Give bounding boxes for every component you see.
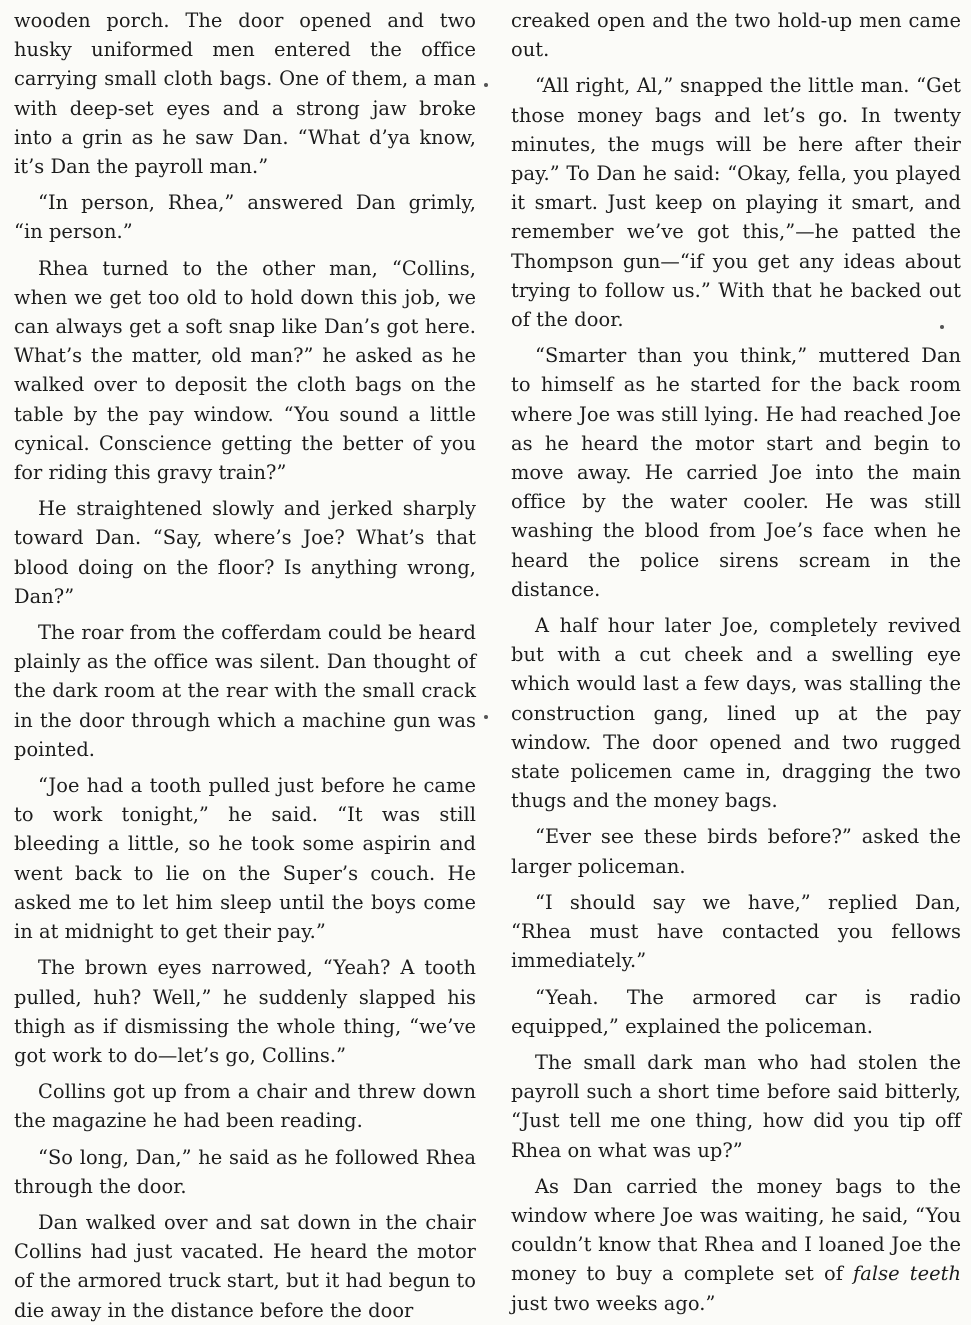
paragraph: Collins got up from a chair and threw down the magazine he had been reading. (14, 1080, 476, 1133)
paragraph: creaked open and the two hold-up men came out. (511, 9, 961, 62)
right-column (511, 6, 962, 1315)
print-speck (940, 325, 944, 329)
paragraph: “I should say we have,” replied Dan, “Rhea must have contacted you fellows immediately.” (511, 890, 961, 973)
italic-emphasis: false teeth (853, 1262, 962, 1286)
paragraph: Rhea turned to the other man, “Collins, when we get too old to hold down this job, we can always get a soft snap like Dan’s got here. What’s the matter, old man?” he asked as he walked over to deposit the cloth bags on the table by the pay window. “You sound a little cynical. Conscience getting the better of you for riding this gravy train?” (14, 256, 476, 485)
paragraph: A half hour later Joe, completely revived but with a cut cheek and a swelling eye which would last a few days, was stalling the construction gang, lined up at the pay window. The door opened and two rugged state policemen came in, dragging the two thugs and the money bags. (511, 614, 961, 813)
paragraph: Dan walked over and sat down in the chair Collins had just vacated. He heard the motor of the armored truck start, but it had begun to die away in the distance before the door (14, 1210, 476, 1322)
paragraph: “Joe had a tooth pulled just before he came to work tonight,” he said. “It was still bleeding a little, so he took some aspirin and went back to lie on the Super’s couch. He asked me to let him sleep until the boys come in at midnight to get their pay.” (14, 774, 476, 944)
paragraph-final (511, 1172, 961, 1318)
paragraph: “So long, Dan,” he said as he followed Rhea through the door. (14, 1145, 476, 1198)
paragraph: “Yeah. The armored car is radio equipped,” explained the policeman. (511, 985, 961, 1038)
text-columns (14, 6, 962, 1322)
print-speck (484, 715, 488, 719)
paragraph: The brown eyes narrowed, “Yeah? A tooth pulled, huh? Well,” he suddenly slapped his thigh as if dismissing the whole thing, “we’ve got work to do—let’s go, Collins.” (14, 956, 476, 1067)
left-column (14, 6, 476, 1322)
paragraph: The roar from the cofferdam could be heard plainly as the office was silent. Dan thought of the dark room at the rear with the small crack in the door through which a machine gun was pointed. (14, 621, 476, 761)
paragraph: “All right, Al,” snapped the little man. “Get those money bags and let’s go. In twenty minutes, the mugs will be here after their pay.” To Dan he said: “Okay, fella, you played it smart. Just keep on playing it smart, and remember we’ve got this,”—he patted the Thompson gun—“if you get any ideas about trying to follow us.” With that he backed out of the door. (511, 74, 961, 332)
paragraph: “Smarter than you think,” muttered Dan to himself as he started for the back room where Joe was still lying. He had reached Joe as he heard the motor start and begin to move away. He carried Joe into the main office by the water cooler. He was still washing the blood from Joe’s face when he heard the police sirens scream in the distance. (511, 344, 961, 601)
final-text-end: just two weeks ago.” (511, 1291, 716, 1315)
paragraph: The small dark man who had stolen the payroll such a short time before said bitterly, “Just tell me one thing, how did you tip off Rhea on what was up?” (511, 1050, 961, 1162)
paragraph: “In person, Rhea,” answered Dan grimly, “in person.” (14, 191, 476, 244)
paragraph: He straightened slowly and jerked sharply toward Dan. “Say, where’s Joe? What’s that blood doing on the floor? Is anything wrong, Dan?” (14, 497, 476, 608)
paragraph: “Ever see these birds before?” asked the larger policeman. (511, 825, 961, 878)
print-speck (484, 83, 488, 87)
paragraph: wooden porch. The door opened and two husky uniformed men entered the office carrying small cloth bags. One of them, a man with deep-set eyes and a strong jaw broke into a grin as he saw Dan. “What d’ya know, it’s Dan the payroll man.” (14, 9, 476, 179)
final-text-start: As Dan carried the money bags to the window where Joe was waiting, he said, “You couldn’t know that Rhea and I loaned Joe the money to buy a complete set of (511, 1174, 961, 1286)
